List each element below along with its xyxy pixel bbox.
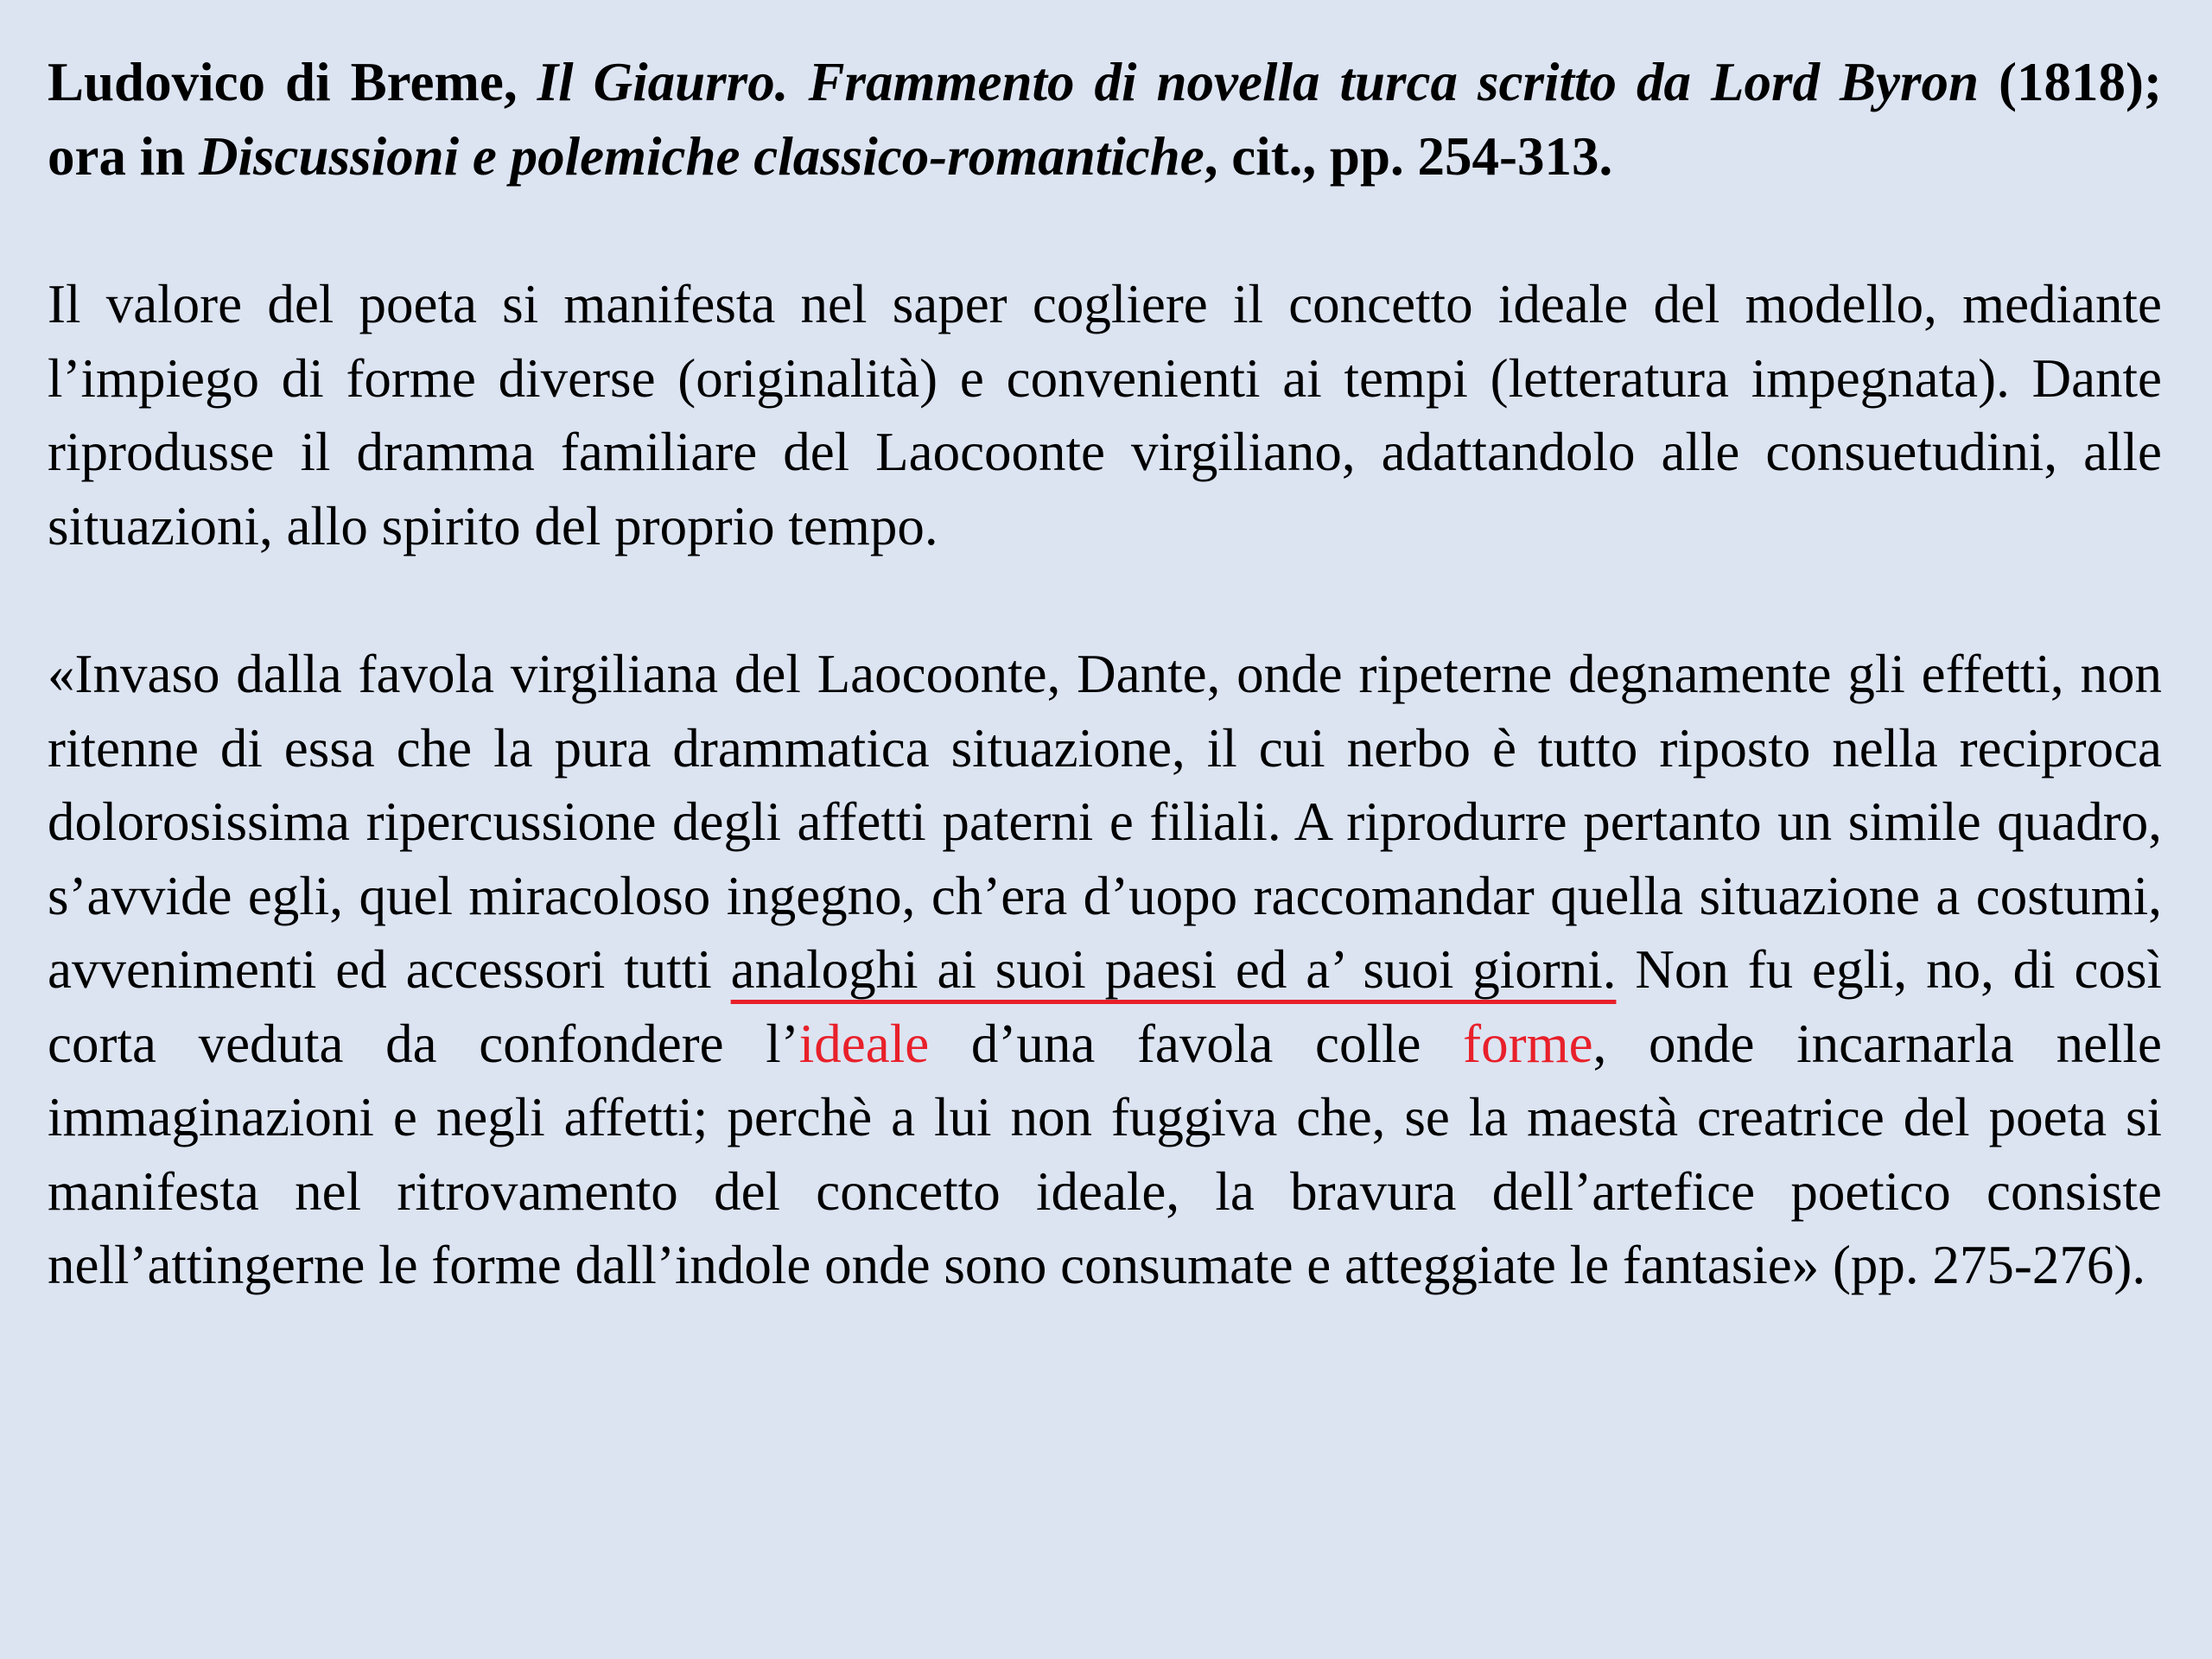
quote-paragraph — [48, 638, 2162, 1303]
quote-part-1: «Invaso dalla favola virgiliana del Laocoonte, Dante, onde ripeterne degnamente gli effetti, non ritenne di essa che la pura drammatica situazione, il cui nerbo è tutto riposto nella reciproca dolorosissima ripercussione degli affetti paterni e filiali. A riprodurre pertanto un simile quadro, s’avvide egli, quel miracoloso ingegno, ch’era d’uopo raccomandar quella situazione a costumi, avvenimenti ed accessori tutti — [48, 644, 2162, 1000]
quote-part-4: , onde incarnarla nelle immaginazioni e negli affetti; perchè a lui non fuggiva che, se la maestà creatrice del poeta si manifesta nel ritrovamento del concetto ideale, la bravura dell’artefice poetico consiste nell’attingerne le forme dall’indole onde sono consumate e atteggiate le fantasie» (pp. 275-276). — [48, 1013, 2163, 1295]
quote-highlight-forme: forme — [1463, 1013, 1593, 1074]
citation — [48, 45, 2162, 194]
citation-year: (1818); ora in — [48, 52, 2162, 187]
citation-author: Ludovico di Breme, — [48, 52, 537, 112]
citation-pages: , cit., pp. 254-313. — [1204, 126, 1613, 187]
quote-highlight-ideale: ideale — [798, 1013, 930, 1074]
quote-part-3: d’una favola colle — [929, 1013, 1464, 1074]
summary-paragraph: Il valore del poeta si manifesta nel saper cogliere il concetto ideale del modello, mediante l’impiego di forme diverse (originalità) e convenienti ai tempi (letteratura impegnata). Dante riprodusse il dramma familiare del Laocoonte virgiliano, adattandolo alle consuetudini, alle situazioni, allo spirito del proprio tempo. — [48, 274, 2162, 556]
quote-underlined-phrase: analoghi ai suoi paesi ed a’ suoi giorni. — [730, 939, 1617, 1000]
citation-title: Il Giaurro. Frammento di novella turca scritto da Lord Byron — [537, 52, 1980, 112]
citation-collection: Discussioni e polemiche classico-romantiche — [199, 126, 1205, 187]
quote-part-2: Non fu egli, no, di così corta veduta da confondere l’ — [48, 939, 2163, 1074]
